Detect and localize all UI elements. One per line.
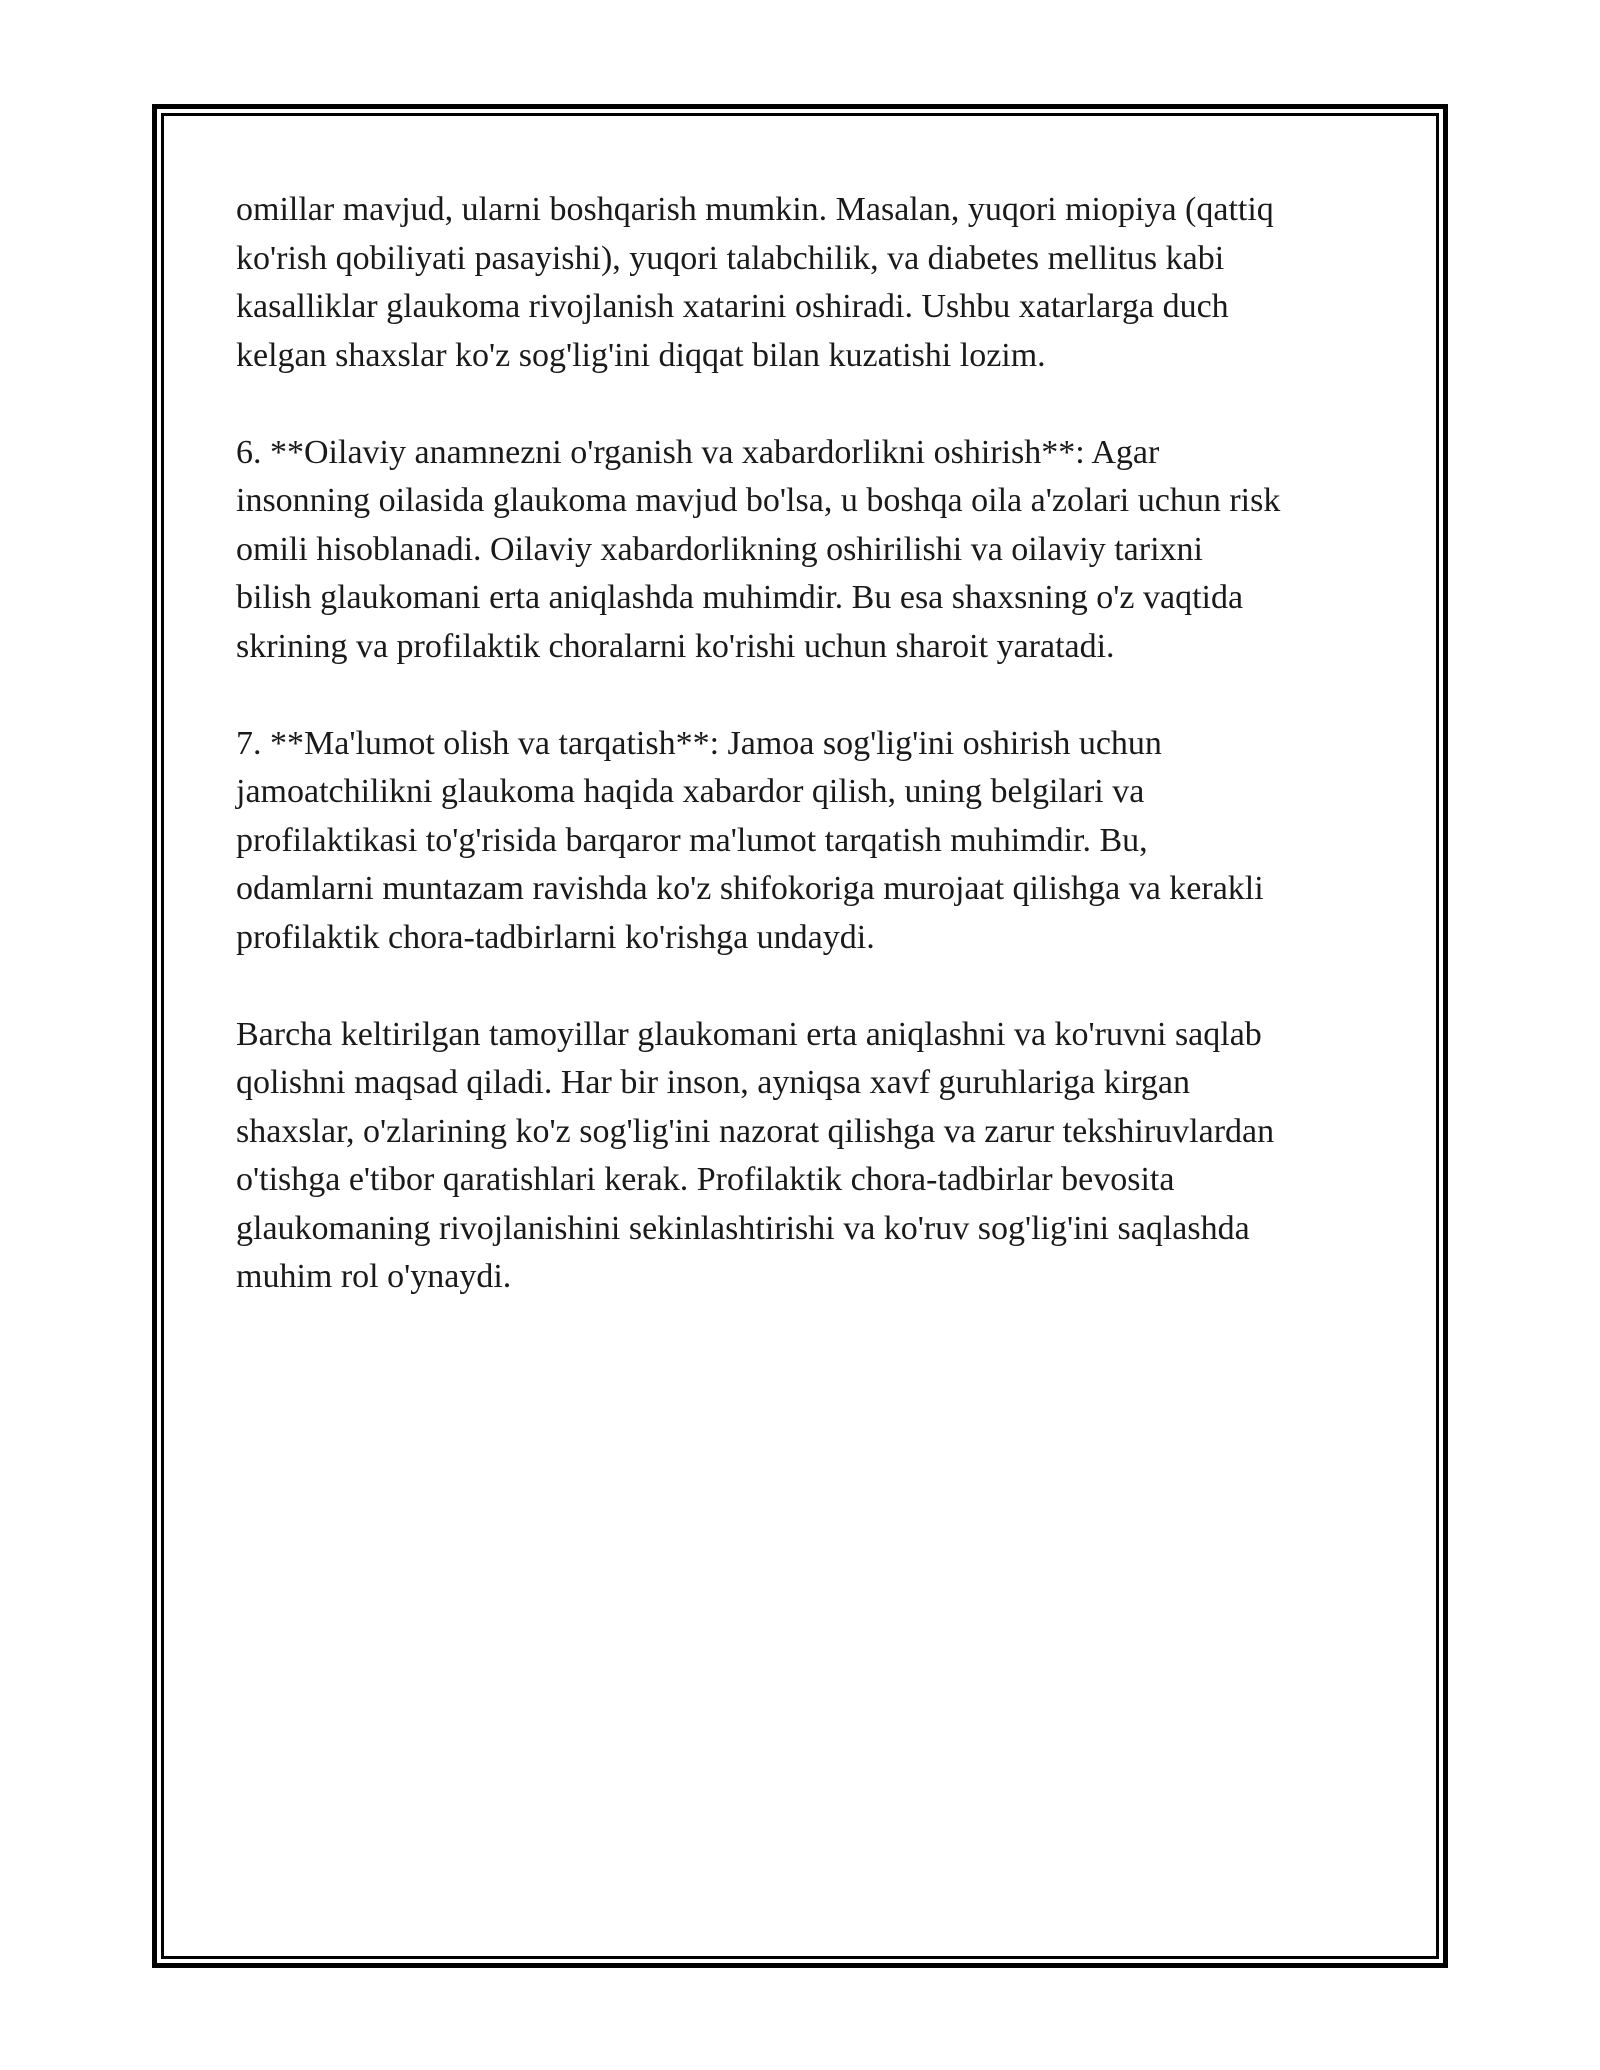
paragraph-information-spreading xyxy=(236,720,1376,963)
document-body xyxy=(236,186,1376,1350)
text-line: Barcha keltirilgan tamoyillar glaukomani erta aniqlashni va ko'ruvni saqlab xyxy=(236,1015,1262,1053)
text-line: kelgan shaxslar ko'z sog'lig'ini diqqat bilan kuzatishi lozim. xyxy=(236,336,1046,374)
text-line: qolishni maqsad qiladi. Har bir inson, ayniqsa xavf guruhlariga kirgan xyxy=(236,1064,1191,1101)
text-line: bilish glaukomani erta aniqlashda muhimdir. Bu esa shaxsning o'z vaqtida xyxy=(236,579,1244,616)
text-line: kasalliklar glaukoma rivojlanish xatarini oshiradi. Ushbu xatarlarga duch xyxy=(236,288,1229,325)
text-line: o'tishga e'tibor qaratishlari kerak. Profilaktik chora-tadbirlar bevosita xyxy=(236,1161,1175,1198)
text-line: odamlarni muntazam ravishda ko'z shifokoriga murojaat qilishga va kerakli xyxy=(236,870,1264,907)
paragraph-family-history xyxy=(236,429,1376,672)
paragraph-risk-factors xyxy=(236,186,1376,380)
text-line: omillar mavjud, ularni boshqarish mumkin. Masalan, yuqori miopiya (qattiq xyxy=(236,191,1274,228)
text-line: skrining va profilaktik choralarni ko'rishi uchun sharoit yaratadi. xyxy=(236,627,1115,665)
text-line: glaukomaning rivojlanishini sekinlashtirishi va ko'ruv sog'lig'ini saqlashda xyxy=(236,1209,1250,1247)
paragraph-conclusion xyxy=(236,1011,1376,1302)
text-line: profilaktikasi to'g'risida barqaror ma'lumot tarqatish muhimdir. Bu, xyxy=(236,821,1148,859)
text-line: jamoatchilikni glaukoma haqida xabardor qilish, uning belgilari va xyxy=(236,773,1145,810)
text-line: 6. **Oilaviy anamnezni o'rganish va xabardorlikni oshirish**: Agar xyxy=(236,433,1160,471)
text-line: 7. **Ma'lumot olish va tarqatish**: Jamoa sog'lig'ini oshirish uchun xyxy=(236,724,1162,762)
text-line: insonning oilasida glaukoma mavjud bo'lsa, u boshqa oila a'zolari uchun risk xyxy=(236,482,1281,519)
text-line: muhim rol o'ynaydi. xyxy=(236,1258,512,1295)
text-line: profilaktik chora-tadbirlarni ko'rishga undaydi. xyxy=(236,918,875,956)
text-line: omili hisoblanadi. Oilaviy xabardorlikning oshirilishi va oilaviy tarixni xyxy=(236,530,1203,568)
text-line: shaxslar, o'zlarining ko'z sog'lig'ini nazorat qilishga va zarur tekshiruvlardan xyxy=(236,1112,1275,1150)
text-line: ko'rish qobiliyati pasayishi), yuqori talabchilik, va diabetes mellitus kabi xyxy=(236,239,1225,277)
